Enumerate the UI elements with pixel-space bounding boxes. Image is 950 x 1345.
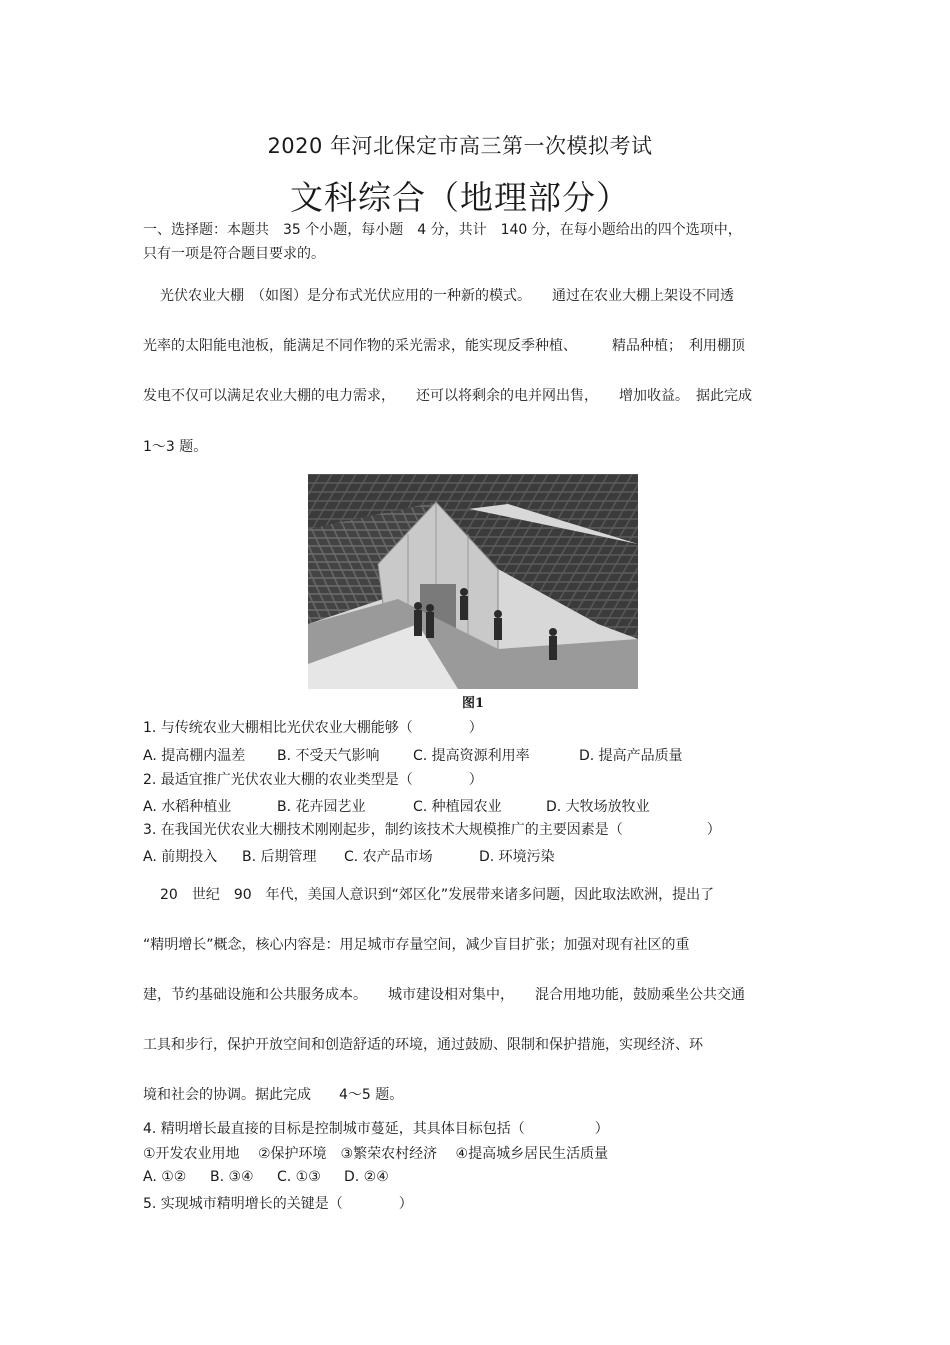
passage2-line-5: 境和社会的协调。据此完成 4～5 题。 [143, 1087, 404, 1103]
question-3-option-b: B. 后期管理 [242, 849, 317, 865]
greenhouse-photo [308, 474, 638, 710]
passage1-line-1: 光伏农业大棚 （如图）是分布式光伏应用的一种新的模式。 通过在农业大棚上架设不同透 [160, 288, 734, 304]
question-2-option-d: D. 大牧场放牧业 [546, 799, 650, 815]
passage1-line-2: 光率的太阳能电池板，能满足不同作物的采光需求，能实现反季种植、 精品种植； 利用棚顶 [143, 338, 745, 354]
question-2-option-a: A. 水稻种植业 [143, 799, 232, 815]
question-4-stem: 4. 精明增长最直接的目标是控制城市蔓延，其具体目标包括（ ） [143, 1121, 609, 1137]
passage1-line-4: 1～3 题。 [143, 439, 208, 455]
question-3-stem: 3. 在我国光伏农业大棚技术刚刚起步，制约该技术大规模推广的主要因素是（ ） [143, 822, 721, 838]
question-1-option-c: C. 提高资源利用率 [413, 748, 530, 764]
question-1-option-b: B. 不受天气影响 [277, 748, 380, 764]
greenhouse-illustration [308, 474, 638, 689]
question-4-items: ①开发农业用地 ②保护环境 ③繁荣农村经济 ④提高城乡居民生活质量 [143, 1146, 609, 1162]
question-3-option-d: D. 环境污染 [479, 849, 555, 865]
question-3-option-a: A. 前期投入 [143, 849, 218, 865]
passage2-line-3: 建，节约基础设施和公共服务成本。 城市建设相对集中， 混合用地功能，鼓励乘坐公共交通 [143, 987, 745, 1003]
question-2-option-c: C. 种植园农业 [413, 799, 502, 815]
question-1-option-d: D. 提高产品质量 [579, 748, 683, 764]
question-5-stem: 5. 实现城市精明增长的关键是（ ） [143, 1196, 413, 1212]
exam-subtitle: 文科综合（地理部分） [290, 178, 630, 217]
question-4-option-c: C. ①③ [277, 1169, 321, 1185]
question-1-stem: 1. 与传统农业大棚相比光伏农业大棚能够（ ） [143, 720, 483, 736]
question-3-option-c: C. 农产品市场 [344, 849, 433, 865]
figure-caption: 图1 [461, 696, 485, 711]
passage2-line-2: “精明增长”概念，核心内容是：用足城市存量空间，减少盲目扩张；加强对现有社区的重 [143, 937, 690, 953]
passage1-line-3: 发电不仅可以满足农业大棚的电力需求， 还可以将剩余的电并网出售， 增加收益。 据此完成 [143, 388, 752, 404]
question-1-option-a: A. 提高棚内温差 [143, 748, 246, 764]
instructions-line-2: 只有一项是符合题目要求的。 [143, 246, 325, 262]
question-2-option-b: B. 花卉园艺业 [277, 799, 366, 815]
passage2-line-4: 工具和步行，保护开放空间和创造舒适的环境，通过鼓励、限制和保护措施，实现经济、环 [143, 1037, 703, 1053]
passage2-line-1: 20 世纪 90 年代，美国人意识到“郊区化”发展带来诸多问题，因此取法欧洲，提出了 [160, 887, 715, 903]
question-2-stem: 2. 最适宜推广光伏农业大棚的农业类型是（ ） [143, 772, 483, 788]
instructions-line-1: 一、选择题：本题共 35 个小题，每小题 4 分，共计 140 分，在每小题给出的四个选项中， [143, 222, 742, 238]
exam-title: 2020 年河北保定市高三第一次模拟考试 [267, 134, 653, 158]
question-4-option-d: D. ②④ [344, 1169, 389, 1185]
question-4-option-a: A. ①② [143, 1169, 187, 1185]
question-4-option-b: B. ③④ [210, 1169, 254, 1185]
